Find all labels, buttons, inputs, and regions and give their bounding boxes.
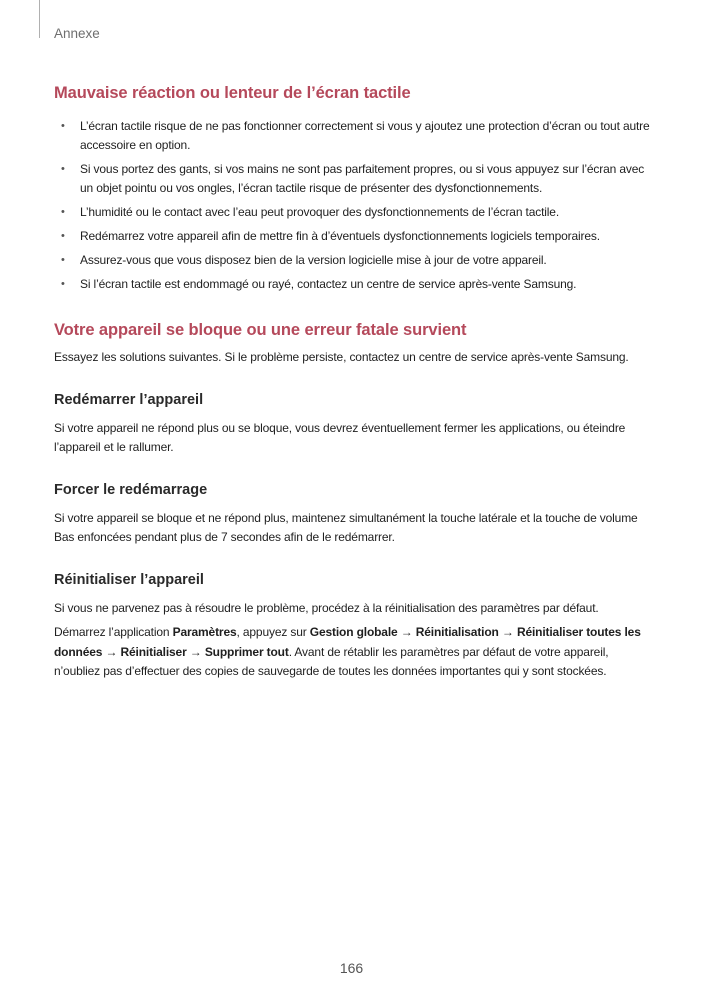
restart-text: Si votre appareil ne répond plus ou se bloque, vous devrez éventuellement fermer les applications, ou éteindre l’appareil et le rallumer. xyxy=(54,420,626,454)
section-heading-touchscreen: Mauvaise réaction ou lenteur de l’écran tactile xyxy=(54,84,411,102)
reset-text-1: Si vous ne parvenez pas à résoudre le problème, procédez à la réinitialisation des paramètres par défaut. xyxy=(54,600,599,615)
arrow-icon: → xyxy=(102,644,121,659)
list-item xyxy=(54,227,650,246)
arrow-icon: → xyxy=(498,625,517,639)
settings-app-name: Paramètres xyxy=(172,625,237,639)
bullet-icon: • xyxy=(61,278,65,290)
list-item-text: Redémarrez votre appareil afin de mettre fin à d’éventuels dysfonctionnements logiciels temporaires. xyxy=(80,229,600,243)
header-rule xyxy=(39,0,40,38)
bullet-icon: • xyxy=(61,206,65,218)
bullet-icon: • xyxy=(61,230,65,242)
freeze-intro: Essayez les solutions suivantes. Si le problème persiste, contactez un centre de service après-vente Samsung. xyxy=(54,350,629,364)
list-item-text: Si l’écran tactile est endommagé ou rayé, contactez un centre de service après-vente Samsung. xyxy=(80,277,577,291)
list-item-text: L’humidité ou le contact avec l’eau peut provoquer des dysfonctionnements de l’écran tactile. xyxy=(80,205,560,219)
menu-path-factory-data-reset: Réinitialiser toutes les données xyxy=(54,625,641,659)
menu-path-reset: Réinitialisation xyxy=(415,625,499,639)
page-content xyxy=(54,82,650,682)
arrow-icon: → xyxy=(186,644,205,659)
page-number: 166 xyxy=(339,960,364,976)
menu-path-general-management: Gestion globale xyxy=(309,625,398,639)
arrow-icon: → xyxy=(397,625,416,639)
bullet-icon: • xyxy=(61,120,65,132)
menu-path-reset-button: Réinitialiser xyxy=(120,644,187,659)
force-restart-text: Si votre appareil se bloque et ne répond plus, maintenez simultanément la touche latérale et la touche de volume Bas enfoncées pendant plus de 7 secondes afin de le redémarrer. xyxy=(54,510,638,544)
section-heading-freeze: Votre appareil se bloque ou une erreur fatale survient xyxy=(54,321,467,339)
list-item xyxy=(54,275,650,294)
reset-text-start: Démarrez l’application xyxy=(54,625,173,639)
list-item xyxy=(54,160,650,198)
subheading-restart: Redémarrer l’appareil xyxy=(54,391,204,408)
list-item-text: L’écran tactile risque de ne pas fonctionner correctement si vous y ajoutez une protection d’écran ou tout autre accessoire en option. xyxy=(80,119,650,152)
subheading-reset: Réinitialiser l’appareil xyxy=(54,571,204,588)
list-item-text: Si vous portez des gants, si vos mains ne sont pas parfaitement propres, ou si vous appuyez sur l’écran avec un objet pointu ou vos ongles, l’écran tactile risque de présenter des dysfonctionnements. xyxy=(80,162,645,195)
reset-text-mid: , appuyez sur xyxy=(236,625,310,639)
header-label: Annexe xyxy=(54,26,100,41)
list-item-text: Assurez-vous que vous disposez bien de la version logicielle mise à jour de votre appareil. xyxy=(80,253,547,267)
reset-text-2 xyxy=(54,623,650,682)
reset-text-end: . Avant de rétablir les paramètres par défaut de votre appareil, n’oubliez pas d’effectuer des copies de sauvegarde de toutes les données importantes qui y sont stockées. xyxy=(54,644,609,678)
bullet-icon: • xyxy=(61,163,65,175)
list-item xyxy=(54,203,650,222)
touchscreen-bullet-list xyxy=(54,117,650,294)
list-item xyxy=(54,117,650,155)
menu-path-delete-all: Supprimer tout xyxy=(204,644,289,659)
subheading-force-restart: Forcer le redémarrage xyxy=(54,481,208,498)
list-item xyxy=(54,251,650,270)
bullet-icon: • xyxy=(61,254,65,266)
